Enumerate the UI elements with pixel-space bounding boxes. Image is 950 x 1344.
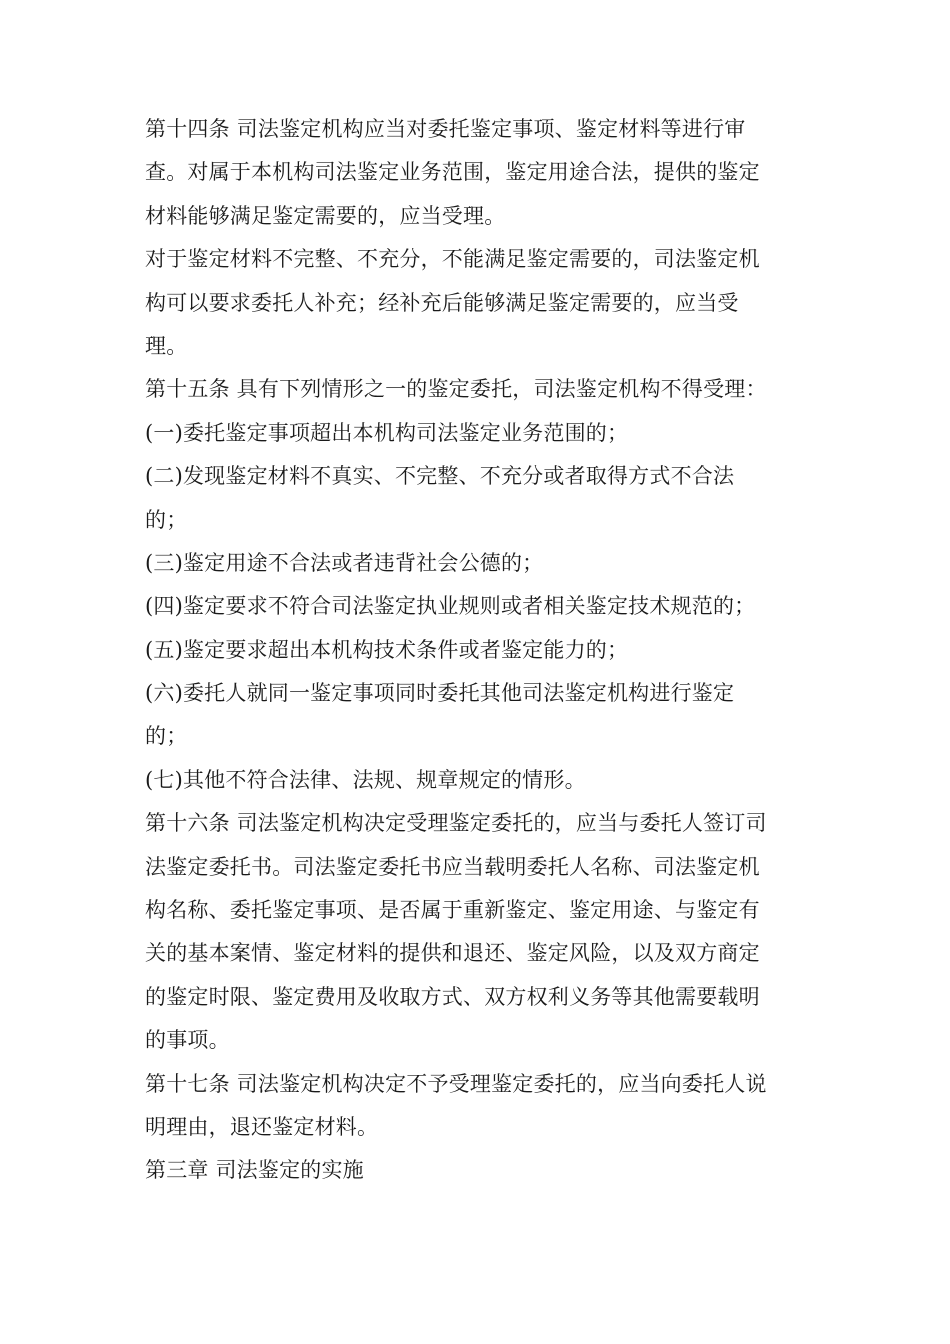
article-14-line-3: 材料能够满足鉴定需要的，应当受理。	[145, 203, 506, 228]
article-14-line-1: 第十四条 司法鉴定机构应当对委托鉴定事项、鉴定材料等进行审	[145, 117, 746, 141]
document-body	[145, 108, 815, 1193]
article-16-line-2: 法鉴定委托书。司法鉴定委托书应当载明委托人名称、司法鉴定机	[145, 854, 760, 879]
article-15-heading-line: 第十五条 具有下列情形之一的鉴定委托，司法鉴定机构不得受理：	[145, 377, 767, 402]
article-15-item-7: (七)其他不符合法律、法规、规章规定的情形。	[145, 767, 586, 792]
article-15-item-1: (一)委托鉴定事项超出本机构司法鉴定业务范围的；	[145, 420, 629, 445]
article-14-para-2-line-2: 构可以要求委托人补充；经补充后能够满足鉴定需要的，应当受	[145, 290, 739, 315]
article-14-para-2-line-1: 对于鉴定材料不完整、不充分，不能满足鉴定需要的，司法鉴定机	[145, 247, 760, 272]
chapter-3-heading: 第三章 司法鉴定的实施	[145, 1158, 364, 1183]
article-15-item-2-line-2: 的；	[145, 507, 188, 532]
article-15-item-3: (三)鉴定用途不合法或者违背社会公德的；	[145, 550, 544, 575]
article-16-line-5: 的鉴定时限、鉴定费用及收取方式、双方权利义务等其他需要载明	[145, 984, 760, 1009]
article-16-line-6: 的事项。	[145, 1028, 230, 1053]
article-15-item-6-line-2: 的；	[145, 724, 188, 749]
article-15-item-6-line-1: (六)委托人就同一鉴定事项同时委托其他司法鉴定机构进行鉴定	[145, 681, 735, 706]
article-17-line-2: 明理由，退还鉴定材料。	[145, 1114, 379, 1139]
article-15-item-5: (五)鉴定要求超出本机构技术条件或者鉴定能力的；	[145, 637, 629, 662]
article-17-line-1: 第十七条 司法鉴定机构决定不予受理鉴定委托的，应当向委托人说	[145, 1071, 767, 1096]
article-15-item-4: (四)鉴定要求不符合司法鉴定执业规则或者相关鉴定技术规范的；	[145, 594, 756, 619]
article-14-para-2-line-3: 理。	[145, 333, 188, 358]
article-16-line-4: 关的基本案情、鉴定材料的提供和退还、鉴定风险，以及双方商定	[145, 941, 760, 966]
article-16-line-1: 第十六条 司法鉴定机构决定受理鉴定委托的，应当与委托人签订司	[145, 811, 767, 836]
article-15-item-2-line-1: (二)发现鉴定材料不真实、不完整、不充分或者取得方式不合法	[145, 464, 735, 489]
article-14-line-2: 查。对属于本机构司法鉴定业务范围，鉴定用途合法，提供的鉴定	[145, 160, 760, 185]
article-16-line-3: 构名称、委托鉴定事项、是否属于重新鉴定、鉴定用途、与鉴定有	[145, 898, 760, 923]
